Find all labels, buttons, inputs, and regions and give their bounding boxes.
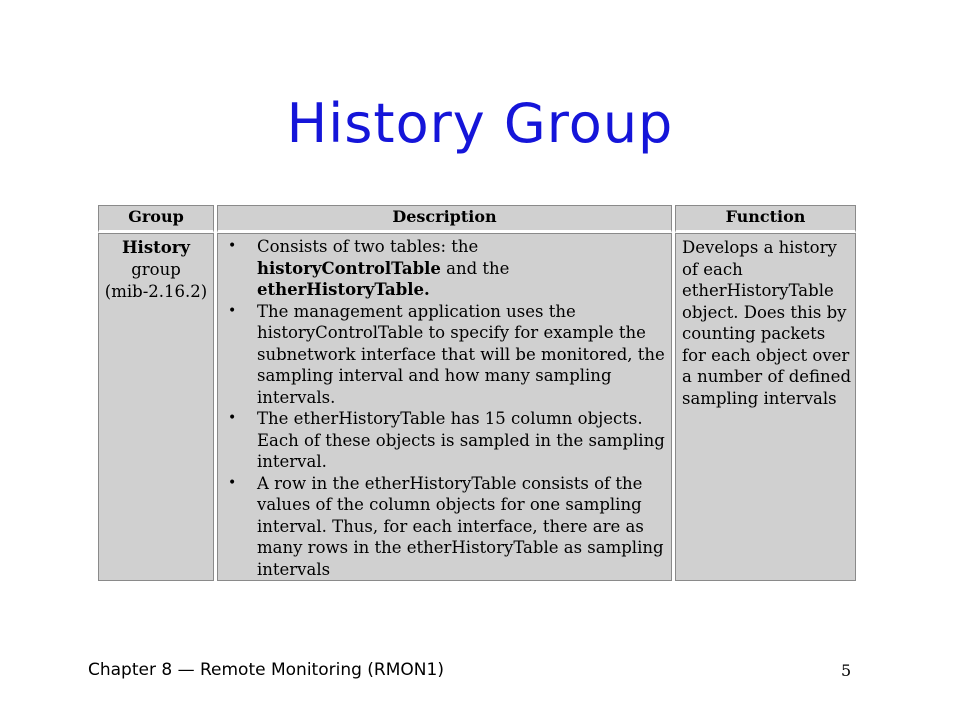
header-description: Description [217, 205, 672, 233]
description-cell [217, 233, 672, 581]
group-label: group [131, 260, 181, 279]
desc-text: and the [440, 258, 510, 278]
footer-chapter: Chapter 8 — Remote Monitoring (RMON1) [88, 660, 444, 680]
description-item-1 [226, 236, 665, 301]
history-group-table [95, 205, 859, 579]
page-number: 5 [841, 661, 852, 680]
function-cell: Develops a history of each etherHistoryTable object. Does this by counting packets for each object over a number of defined sampling intervals [675, 233, 856, 581]
description-list [226, 236, 665, 580]
desc-bold-history-control-table: historyControlTable [257, 258, 441, 278]
group-name: History [121, 238, 191, 257]
description-item-4 [226, 473, 665, 581]
bullet-icon: • [228, 302, 237, 319]
group-oid: (mib-2.16.2) [104, 282, 208, 301]
bullet-icon: • [228, 238, 237, 254]
table-row [98, 233, 856, 581]
header-function: Function [675, 205, 856, 233]
description-item-2 [226, 301, 665, 409]
desc-text: The management application uses the historyControlTable to specify for example the subnetwork interface that will be monitored, the sampling interval and how many sampling intervals. [257, 301, 665, 407]
slide-title: History Group [286, 92, 674, 155]
header-group: Group [98, 205, 214, 233]
desc-text: Consists of two tables: the [257, 237, 479, 256]
bullet-icon: • [228, 410, 237, 426]
table-header-row [98, 205, 856, 233]
desc-bold-ether-history-table: etherHistoryTable. [257, 280, 430, 299]
bullet-icon: • [228, 474, 237, 491]
desc-text: A row in the etherHistoryTable consists of the values of the column objects for one sampling interval. Thus, for each interface, there are as many rows in the etherHistoryTable as sampling intervals [257, 473, 664, 579]
group-cell [98, 233, 214, 581]
description-item-3 [226, 408, 665, 473]
desc-text: The etherHistoryTable has 15 column objects. Each of these objects is sampled in the sampling interval. [257, 409, 665, 471]
